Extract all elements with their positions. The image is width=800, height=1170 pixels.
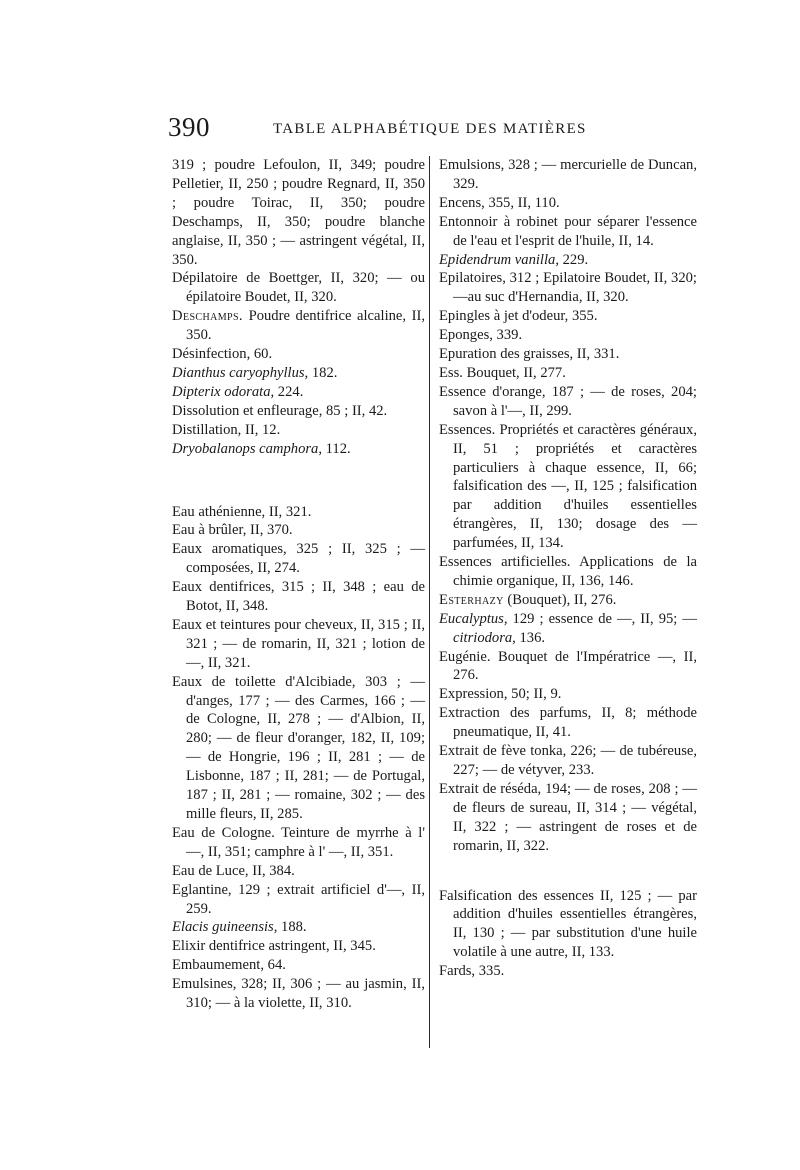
entry-name: Dipterix odorata, (172, 383, 275, 400)
index-entry: Fards, 335. (439, 963, 505, 980)
section-gap (172, 459, 425, 503)
index-entry: Essences artificielles. Applications de la chimie organique, II, 136, 146. (439, 554, 697, 589)
index-entry: Emulsines, 328; II, 306 ; — au jasmin, II, 310; — à la violette, II, 310. (172, 976, 425, 1012)
index-entry (439, 591, 697, 610)
index-column-right (439, 156, 697, 981)
index-entry: Elixir dentifrice astringent, II, 345. (172, 938, 376, 955)
index-entry (172, 364, 425, 383)
index-entry: Expression, 50; II, 9. (439, 686, 562, 703)
entry-text: 112. (322, 440, 351, 457)
entry-subname: citriodora, (453, 629, 516, 646)
entry-text: (Bouquet), II, 276. (503, 591, 617, 608)
index-entry: Dépilatoire de Boettger, II, 320; — ou épilatoire Boudet, II, 320. (172, 270, 425, 306)
entry-text: 188. (277, 919, 307, 936)
index-entry: Epingles à jet d'odeur, 355. (439, 308, 598, 325)
entry-text: Poudre dentifrice alcaline, II, 350. (186, 308, 425, 344)
entry-name: Eucalyptus, (439, 610, 508, 627)
index-entry: Distillation, II, 12. (172, 421, 281, 438)
index-entry: Eaux dentifrices, 315 ; II, 348 ; eau de Botot, II, 348. (172, 579, 425, 615)
index-entry: Eau de Luce, II, 384. (172, 862, 295, 879)
entry-text: 136. (515, 629, 546, 646)
entry-text: 182. (308, 364, 338, 381)
index-entry (172, 383, 425, 402)
index-entry: Eugénie. Bouquet de l'Impératrice —, II, 276. (439, 648, 697, 684)
entry-text: 229. (558, 251, 589, 268)
index-entry: Entonnoir à robinet pour séparer l'essence de l'eau et l'esprit de l'huile, II, 14. (439, 213, 697, 249)
index-entry: Encens, 355, II, 110. (439, 194, 560, 211)
index-entry: Ess. Bouquet, II, 277. (439, 364, 566, 381)
index-column-left (172, 156, 425, 1013)
index-entry (172, 440, 425, 459)
index-entry: Dissolution et enfleurage, 85 ; II, 42. (172, 402, 388, 419)
index-entry: Essences. Propriétés et caractères généraux, II, 51 ; propriétés et caractères particuliers à chaque essence, II, 66; falsification des —, II, 125 ; falsification par addition d'huiles essentielles étrangères, II, 130; dosage des — parfumées, II, 134. (439, 421, 697, 552)
index-entry: Eau à brûler, II, 370. (172, 522, 293, 539)
index-entry (439, 610, 697, 648)
index-entry: Extrait de réséda, 194; — de roses, 208 ; — de fleurs de sureau, II, 314 ; — végétal, II, 322 ; — astringent de roses et de romarin, II, 322. (439, 780, 697, 854)
running-title: TABLE ALPHABÉTIQUE DES MATIÈRES (273, 121, 587, 137)
index-entry: Eaux aromatiques, 325 ; II, 325 ; — composées, II, 274. (172, 541, 425, 577)
index-entry: Eau de Cologne. Teinture de myrrhe à l' —, II, 351; camphre à l' —, II, 351. (172, 824, 425, 860)
index-entry: Eau athénienne, II, 321. (172, 503, 312, 520)
entry-name: Dianthus caryophyllus, (172, 364, 309, 381)
entry-text: 224. (274, 383, 304, 400)
index-entry: Désinfection, 60. (172, 346, 273, 363)
index-entry: Epilatoires, 312 ; Epilatoire Boudet, II, 320;—au suc d'Hernandia, II, 320. (439, 270, 697, 306)
index-entry: Emulsions, 328 ; — mercurielle de Duncan, 329. (439, 157, 697, 192)
page-header (168, 112, 588, 144)
entry-text: 129 ; essence de —, II, 95; — (507, 610, 697, 627)
index-entry: Extraction des parfums, II, 8; méthode pneumatique, II, 41. (439, 705, 697, 741)
index-entry: Embaumement, 64. (172, 957, 286, 974)
section-gap (439, 856, 697, 887)
entry-name: Elacis guineensis, (172, 919, 278, 936)
index-entry (439, 251, 697, 270)
index-entry: Eaux et teintures pour cheveux, II, 315 ; II, 321 ; — de romarin, II, 321 ; lotion de —, II, 321. (172, 616, 425, 671)
entry-name: Dryobalanops camphora, (172, 440, 322, 457)
index-entry (172, 307, 425, 345)
index-entry (172, 918, 425, 937)
index-entry: Essence d'orange, 187 ; — de roses, 204; savon à l'—, II, 299. (439, 383, 697, 419)
index-entry: Epuration des graisses, II, 331. (439, 346, 620, 363)
index-entry: Eaux de toilette d'Alcibiade, 303 ; — d'anges, 177 ; — des Carmes, 166 ; — de Cologne, II, 278 ; — d'Albion, II, 280; — de fleur d'oranger, 182, II, 109; — de Hongrie, 196 ; II, 281 ; — de Lisbonne, 187 ; II, 281; — de Portugal, 187 ; II, 281 ; — romaine, 302 ; — des mille fleurs, II, 285. (172, 673, 425, 822)
page-number: 390 (168, 112, 210, 142)
column-divider (429, 156, 430, 1048)
index-entry: Falsification des essences II, 125 ; — par addition d'huiles essentielles étrangères, II, 130 ; — par substitution d'une huile volatile à une autre, II, 133. (439, 887, 697, 961)
index-entry: Eponges, 339. (439, 327, 523, 344)
index-entry: Extrait de fève tonka, 226; — de tubéreuse, 227; — de vétyver, 233. (439, 743, 697, 778)
index-entry: 319 ; poudre Lefoulon, II, 349; poudre Pelletier, II, 250 ; poudre Regnard, II, 350 ; poudre Toirac, II, 350; poudre Deschamps, II, 350; poudre blanche anglaise, II, 350 ; — astringent végétal, II, 350. (172, 157, 425, 268)
entry-name: Deschamps. (172, 308, 243, 325)
index-entry: Eglantine, 129 ; extrait artificiel d'—, II, 259. (172, 881, 425, 917)
entry-name: Epidendrum vanilla, (439, 251, 559, 268)
entry-name: Esterhazy (439, 591, 504, 608)
